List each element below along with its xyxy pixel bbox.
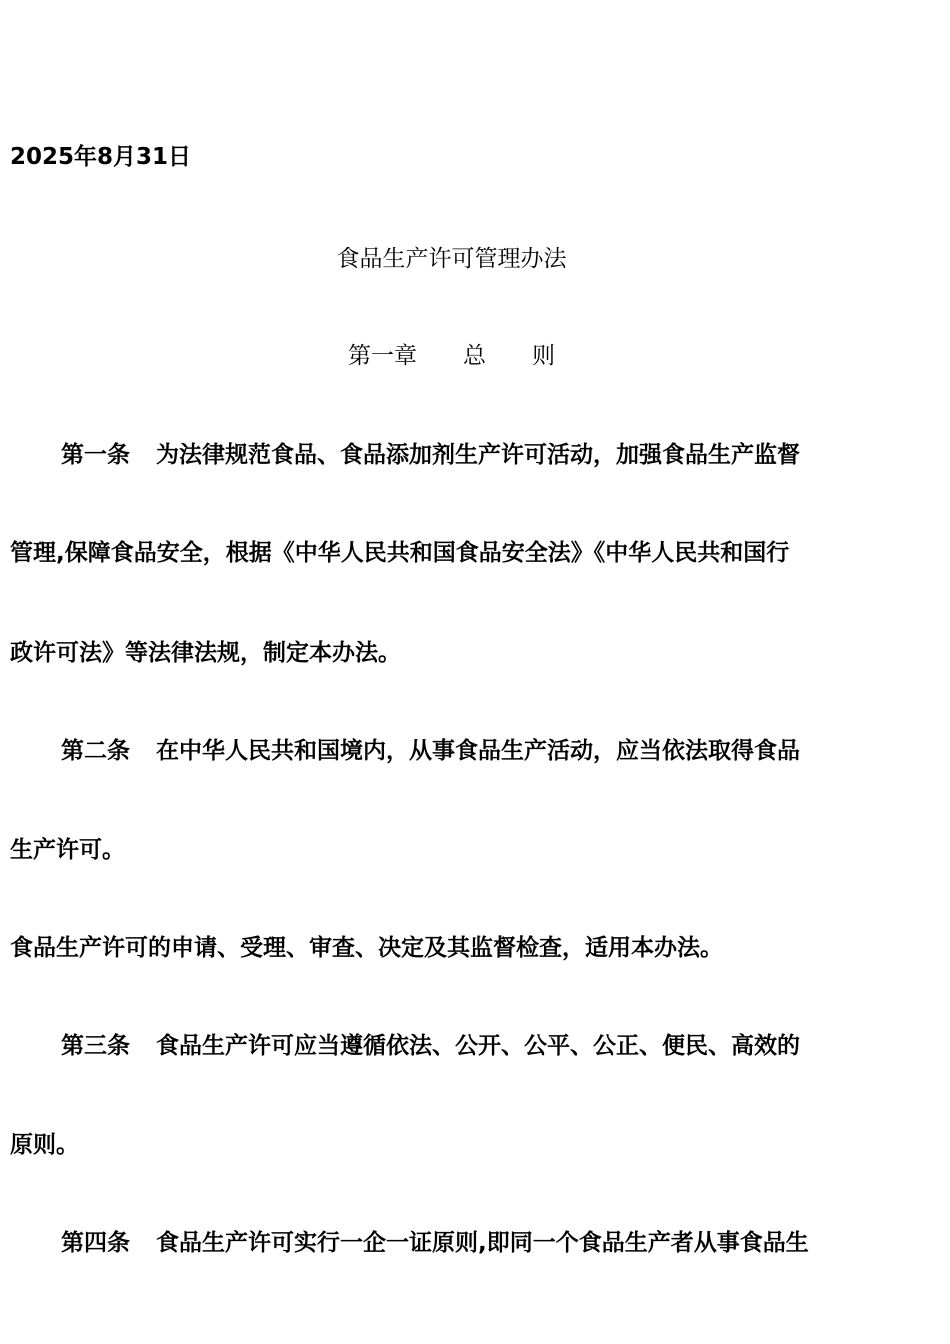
article-3-first-line [61, 1030, 800, 1062]
article-3-text-line-2: 原则。 [10, 1132, 79, 1158]
article-1-first-line [61, 439, 800, 471]
article-2-label: 第二条 [61, 738, 130, 764]
chapter-heading: 第一章 总 则 [348, 343, 555, 369]
article-4-first-line [61, 1227, 809, 1259]
article-3-label: 第三条 [61, 1033, 130, 1059]
article-1-text-line-2: 管理,保障食品安全，根据《中华人民共和国食品安全法》《中华人民共和国行 [10, 540, 790, 566]
article-2-text-line-2: 生产许可。 [10, 837, 125, 863]
article-1-label: 第一条 [61, 442, 130, 468]
article-4-label: 第四条 [61, 1230, 130, 1256]
document-title: 食品生产许可管理办法 [336, 246, 567, 272]
article-4-text-line-1: 食品生产许可实行一企一证原则,即同一个食品生产者从事食品生 [156, 1230, 809, 1256]
article-1-text-line-1: 为法律规范食品、食品添加剂生产许可活动，加强食品生产监督 [156, 442, 800, 468]
article-2-first-line [61, 735, 800, 767]
article-2-text-line-1: 在中华人民共和国境内，从事食品生产活动，应当依法取得食品 [156, 738, 800, 764]
document-date: 2025年8月31日 [10, 144, 192, 170]
article-2-text-line-3: 食品生产许可的申请、受理、审查、决定及其监督检查，适用本办法。 [10, 935, 723, 961]
article-1-text-line-3: 政许可法》等法律法规，制定本办法。 [10, 640, 401, 666]
article-3-text-line-1: 食品生产许可应当遵循依法、公开、公平、公正、便民、高效的 [156, 1033, 800, 1059]
